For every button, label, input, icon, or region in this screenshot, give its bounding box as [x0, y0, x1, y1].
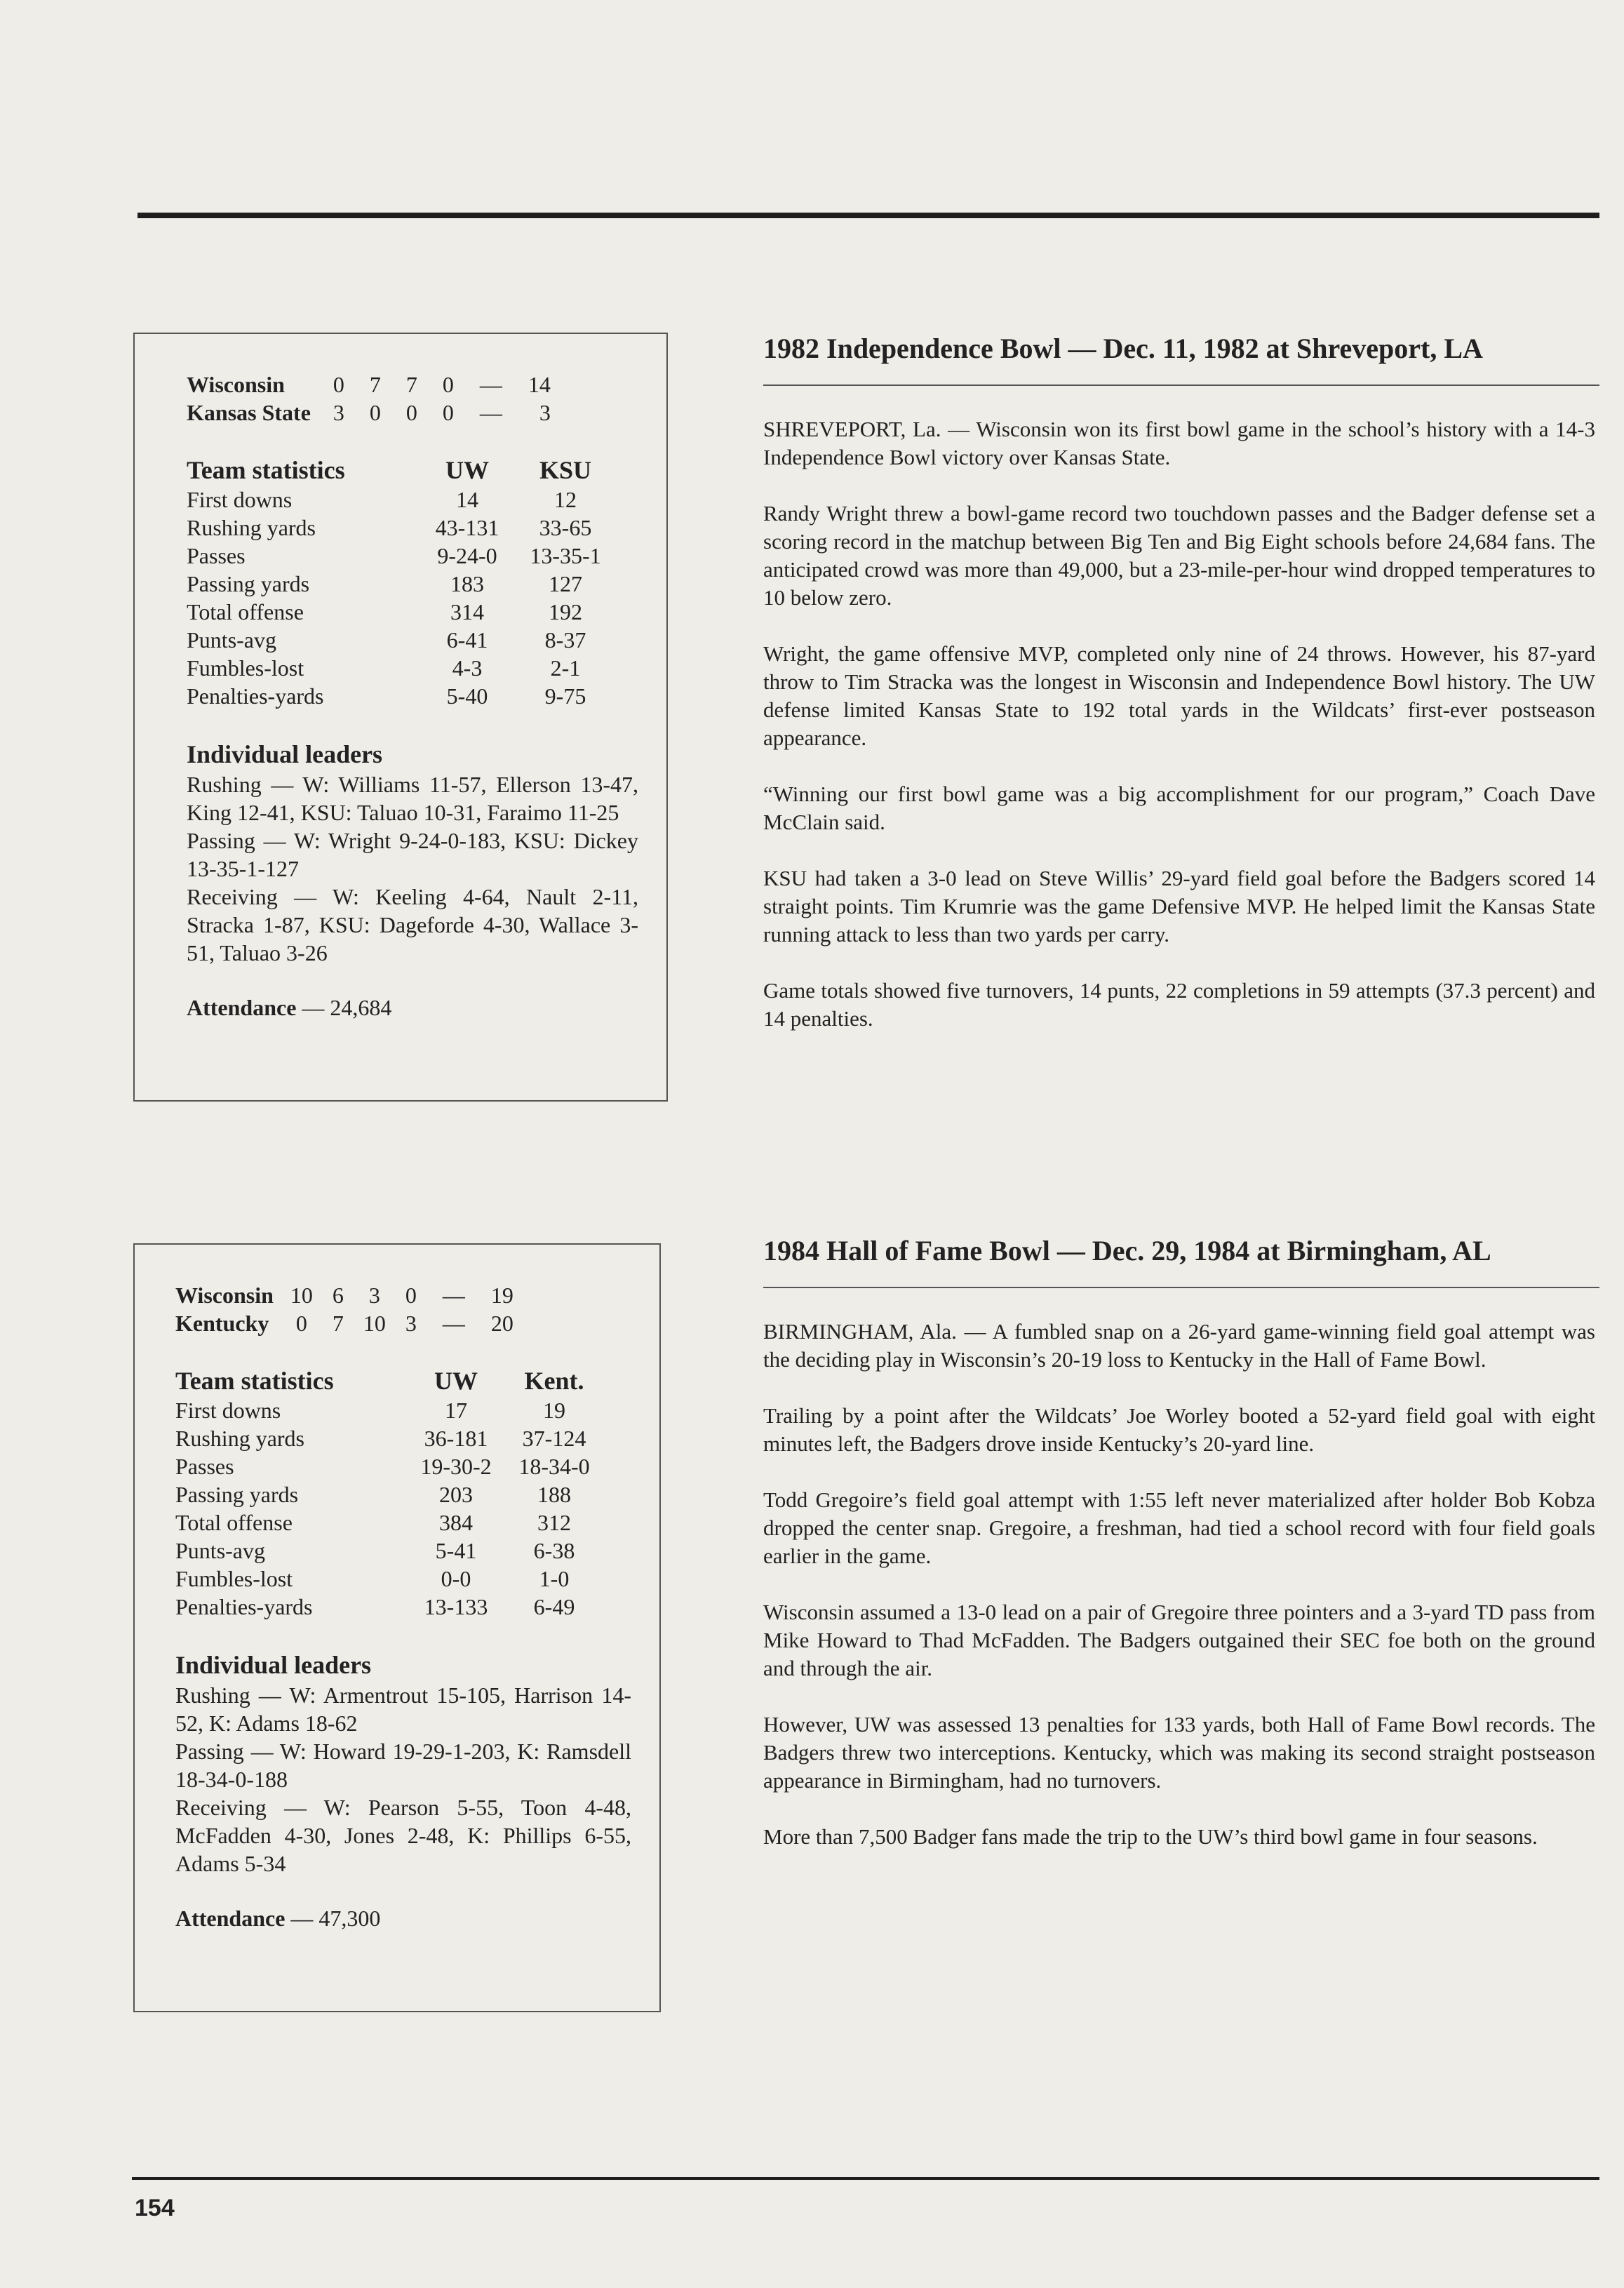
- article-paragraph: SHREVEPORT, La. — Wisconsin won its first bowl game in the school’s history with a 14-3 Independence Bowl victory over Kansas State.: [763, 417, 1595, 469]
- linescore-final: 19: [490, 1283, 514, 1308]
- stats-row: [187, 486, 615, 514]
- linescore-dash: —: [479, 372, 502, 397]
- individual-leaders: [187, 770, 638, 967]
- article-paragraph: Trailing by a point after the Wildcats’ Joe Worley booted a 52-yard field goal with eight minutes left, the Badgers drove inside Kentucky’s 20-yard line.: [763, 1403, 1595, 1456]
- stat-team1: 384: [439, 1510, 473, 1535]
- stat-team2: 19: [543, 1398, 565, 1423]
- bottom-rule: [132, 2177, 1599, 2180]
- stat-team1: 314: [450, 599, 484, 624]
- stat-label: Penalties-yards: [187, 683, 324, 709]
- stats-row: [187, 682, 615, 710]
- stats-row: [187, 598, 615, 626]
- linescore-q2: 6: [332, 1283, 344, 1308]
- article-paragraph: Todd Gregoire’s field goal attempt with 1:55 left never materialized after holder Bob Kobza dropped the center snap. Gregoire, a freshman, had tied a school record with four field goals earlier in the game.: [763, 1487, 1595, 1568]
- attendance-separator: —: [285, 1906, 319, 1931]
- stat-team1: 36-181: [424, 1426, 488, 1451]
- stat-label: Rushing yards: [175, 1426, 304, 1451]
- stat-label: Punts-avg: [175, 1538, 265, 1563]
- article-paragraph: Wisconsin assumed a 13-0 lead on a pair of Gregoire three pointers and a 3-yard TD pass from Mike Howard to Thad McFadden. The Badgers outgained their SEC foe both on the ground and through the air.: [763, 1600, 1595, 1680]
- linescore-team: Wisconsin: [175, 1283, 274, 1308]
- team-statistics-table: [187, 455, 615, 710]
- stat-team2: 12: [554, 487, 577, 512]
- article-body: [763, 415, 1595, 1033]
- linescore-table: [175, 1281, 514, 1337]
- linescore-row: [187, 370, 551, 399]
- stats-row: [175, 1452, 603, 1480]
- attendance: [187, 994, 638, 1022]
- stat-team2: 192: [549, 599, 582, 624]
- article-paragraph: Wright, the game offensive MVP, completed only nine of 24 throws. However, his 87-yard throw to Tim Stracka was the longest in Wisconsin and Independence Bowl history. The UW defense limited Kansas State to 192 total yards in the Wildcats’ first-ever postseason appearance.: [763, 641, 1595, 750]
- stats-box-1984: [133, 1243, 661, 2012]
- stat-label: Passing yards: [187, 571, 310, 596]
- top-rule: [137, 213, 1599, 218]
- stat-label: Punts-avg: [187, 627, 276, 653]
- stat-label: Total offense: [187, 599, 304, 624]
- linescore-q1: 0: [333, 372, 344, 397]
- stats-header-row: [175, 1365, 603, 1396]
- linescore-final: 14: [528, 372, 551, 397]
- team-statistics-table: [175, 1365, 603, 1621]
- article-title: 1984 Hall of Fame Bowl — Dec. 29, 1984 at Birmingham, AL: [763, 1232, 1599, 1288]
- stats-row: [175, 1508, 603, 1537]
- stat-team2: 6-38: [533, 1538, 575, 1563]
- stats-row: [187, 514, 615, 542]
- linescore-q2: 7: [332, 1311, 344, 1336]
- linescore-dash: —: [442, 1283, 465, 1308]
- leaders-rushing: Rushing — W: Williams 11-57, Ellerson 13-47, King 12-41, KSU: Taluao 10-31, Faraimo 11-25: [187, 772, 638, 825]
- leaders-passing: Passing — W: Wright 9-24-0-183, KSU: Dickey 13-35-1-127: [187, 828, 638, 881]
- stats-team1-header: UW: [434, 1367, 478, 1395]
- stat-team2: 13-35-1: [530, 543, 601, 568]
- stat-team2: 1-0: [539, 1566, 570, 1591]
- stat-team1: 19-30-2: [420, 1454, 492, 1479]
- article-paragraph: “Winning our first bowl game was a big accomplishment for our program,” Coach Dave McClain said.: [763, 782, 1595, 834]
- linescore-q3: 10: [363, 1311, 386, 1336]
- stats-row: [175, 1537, 603, 1565]
- stats-row: [187, 654, 615, 682]
- linescore-q3: 0: [405, 400, 417, 425]
- stat-team2: 2-1: [550, 655, 581, 681]
- stat-team2: 6-49: [533, 1594, 575, 1619]
- individual-leaders: [175, 1681, 631, 1878]
- linescore-team: Kentucky: [175, 1311, 269, 1336]
- stats-header-row: [187, 455, 615, 486]
- stat-team1: 43-131: [435, 515, 499, 540]
- stat-label: Rushing yards: [187, 515, 316, 540]
- stat-team1: 183: [450, 571, 484, 596]
- stat-team2: 312: [537, 1510, 571, 1535]
- stat-team2: 127: [549, 571, 582, 596]
- linescore-team: Wisconsin: [187, 372, 285, 397]
- stat-team1: 6-41: [446, 627, 488, 653]
- linescore-q1: 10: [290, 1283, 313, 1308]
- linescore-q2: 0: [369, 400, 381, 425]
- individual-leaders-heading: Individual leaders: [175, 1651, 372, 1679]
- linescore-row: [175, 1309, 514, 1337]
- stats-row: [175, 1565, 603, 1593]
- stat-team2: 8-37: [544, 627, 586, 653]
- linescore-q4: 3: [405, 1311, 417, 1336]
- stat-team2: 37-124: [522, 1426, 586, 1451]
- linescore-dash: —: [479, 400, 502, 425]
- leaders-rushing: Rushing — W: Armentrout 15-105, Harrison 14-52, K: Adams 18-62: [175, 1682, 631, 1736]
- leaders-receiving: Receiving — W: Keeling 4-64, Nault 2-11, Stracka 1-87, KSU: Dageforde 4-30, Wallace 3-51, Taluao 3-26: [187, 884, 638, 965]
- leaders-passing: Passing — W: Howard 19-29-1-203, K: Ramsdell 18-34-0-188: [175, 1739, 631, 1792]
- page-number: 154: [135, 2195, 175, 2221]
- stat-label: Total offense: [175, 1510, 293, 1535]
- stat-team1: 4-3: [452, 655, 483, 681]
- stats-team1-header: UW: [445, 456, 489, 484]
- stat-label: Passes: [187, 543, 246, 568]
- stats-row: [175, 1593, 603, 1621]
- article-1984-hall-of-fame-bowl: [763, 1232, 1599, 1879]
- stats-row: [187, 542, 615, 570]
- stat-team2: 18-34-0: [518, 1454, 590, 1479]
- stat-team2: 33-65: [539, 515, 592, 540]
- stat-team2: 9-75: [544, 683, 586, 709]
- article-title: 1982 Independence Bowl — Dec. 11, 1982 at Shreveport, LA: [763, 330, 1599, 386]
- linescore-q4: 0: [442, 400, 454, 425]
- linescore-q3: 7: [405, 372, 417, 397]
- stat-team1: 5-41: [435, 1538, 477, 1563]
- attendance-value: 47,300: [318, 1906, 381, 1931]
- linescore-final: 3: [539, 400, 551, 425]
- article-paragraph: More than 7,500 Badger fans made the trip to the UW’s third bowl game in four seasons.: [763, 1824, 1538, 1849]
- linescore-team: Kansas State: [187, 400, 311, 425]
- stats-heading: Team statistics: [187, 456, 345, 484]
- linescore-q1: 3: [333, 400, 344, 425]
- stat-team1: 17: [445, 1398, 467, 1423]
- attendance: [175, 1904, 631, 1932]
- linescore-q4: 0: [405, 1283, 417, 1308]
- leaders-receiving: Receiving — W: Pearson 5-55, Toon 4-48, McFadden 4-30, Jones 2-48, K: Phillips 6-55, Adams 5-34: [175, 1795, 631, 1876]
- stats-row: [175, 1424, 603, 1452]
- stat-team1: 203: [439, 1482, 473, 1507]
- article-paragraph: KSU had taken a 3-0 lead on Steve Willis’ 29-yard field goal before the Badgers scored 14 straight points. Tim Krumrie was the game Defensive MVP. He helped limit the Kansas State running attack to less than two yards per carry.: [763, 866, 1595, 946]
- article-1982-independence-bowl: [763, 330, 1599, 1061]
- linescore-q2: 7: [369, 372, 381, 397]
- stats-team2-header: Kent.: [524, 1367, 584, 1395]
- article-body: [763, 1318, 1595, 1851]
- linescore-final: 20: [490, 1311, 514, 1336]
- linescore-table: [187, 370, 551, 427]
- stat-label: Fumbles-lost: [187, 655, 304, 681]
- stats-box-1982: [133, 333, 668, 1102]
- stats-row: [175, 1396, 603, 1424]
- stat-label: Fumbles-lost: [175, 1566, 293, 1591]
- article-paragraph: BIRMINGHAM, Ala. — A fumbled snap on a 26-yard game-winning field goal attempt was the deciding play in Wisconsin’s 20-19 loss to Kentucky in the Hall of Fame Bowl.: [763, 1319, 1595, 1372]
- stat-team1: 13-133: [424, 1594, 488, 1619]
- stat-label: Passes: [175, 1454, 234, 1479]
- linescore-q4: 0: [442, 372, 454, 397]
- stats-team2-header: KSU: [539, 456, 592, 484]
- stats-row: [175, 1480, 603, 1508]
- stats-heading: Team statistics: [175, 1367, 334, 1395]
- stat-team1: 0-0: [441, 1566, 471, 1591]
- individual-leaders-heading: Individual leaders: [187, 740, 383, 768]
- attendance-label: Attendance: [175, 1906, 286, 1931]
- stat-label: Penalties-yards: [175, 1594, 313, 1619]
- article-paragraph: However, UW was assessed 13 penalties for 133 yards, both Hall of Fame Bowl records. The Badgers threw two interceptions. Kentucky, which was making its second straight postseason appearance in Birmingham, had no turnovers.: [763, 1712, 1595, 1793]
- attendance-label: Attendance: [187, 995, 297, 1020]
- article-paragraph: Game totals showed five turnovers, 14 punts, 22 completions in 59 attempts (37.3 percent) and 14 penalties.: [763, 978, 1595, 1031]
- stats-row: [187, 570, 615, 598]
- linescore-q3: 3: [368, 1283, 380, 1308]
- linescore-row: [187, 399, 551, 427]
- stat-team1: 14: [456, 487, 478, 512]
- attendance-value: 24,684: [330, 995, 392, 1020]
- stat-label: First downs: [175, 1398, 281, 1423]
- linescore-q1: 0: [295, 1311, 307, 1336]
- linescore-dash: —: [442, 1311, 465, 1336]
- stat-label: Passing yards: [175, 1482, 299, 1507]
- stat-team1: 9-24-0: [437, 543, 497, 568]
- stats-row: [187, 626, 615, 654]
- stat-team2: 188: [537, 1482, 571, 1507]
- stat-label: First downs: [187, 487, 293, 512]
- linescore-row: [175, 1281, 514, 1309]
- article-paragraph: Randy Wright threw a bowl-game record two touchdown passes and the Badger defense set a scoring record in the matchup between Big Ten and Big Eight schools before 24,684 fans. The anticipated crowd was more than 49,000, but a 23-mile-per-hour wind dropped temperatures to 10 below zero.: [763, 501, 1595, 610]
- stat-team1: 5-40: [446, 683, 488, 709]
- attendance-separator: —: [296, 995, 330, 1020]
